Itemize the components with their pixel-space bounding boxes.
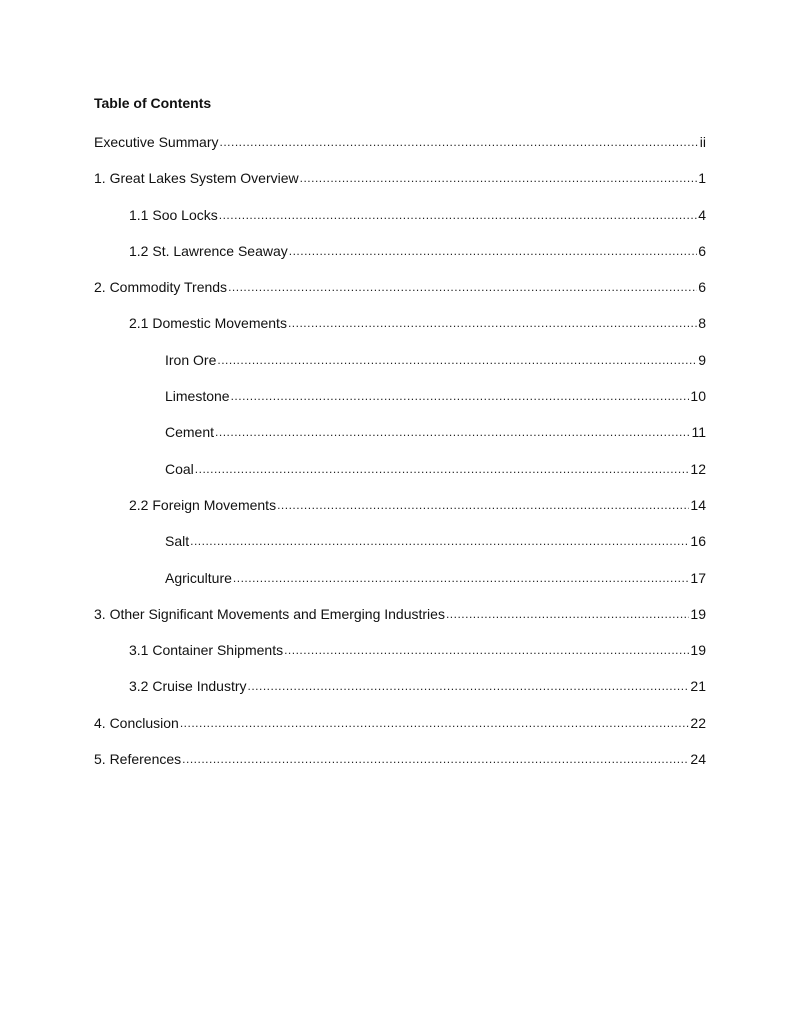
toc-entry-iron-ore[interactable] (0, 350, 800, 386)
toc-leader-dots (182, 749, 689, 769)
toc-leader-dots (219, 205, 697, 225)
toc-entry-commodity-trends[interactable] (0, 277, 800, 313)
toc-leader-dots (233, 568, 690, 588)
toc-entry-page: 6 (698, 242, 706, 259)
toc-entry-page: 21 (690, 678, 706, 695)
toc-entry-label: Salt (165, 533, 190, 550)
toc-entry-limestone[interactable] (0, 386, 800, 422)
toc-entry-label: 3.2 Cruise Industry (129, 678, 247, 695)
toc-leader-dots (277, 495, 689, 515)
toc-list (0, 132, 800, 785)
toc-entry-label: 1. Great Lakes System Overview (94, 170, 299, 187)
toc-entry-page: 17 (690, 569, 706, 586)
toc-leader-dots (180, 713, 690, 733)
toc-entry-page: 4 (698, 206, 706, 223)
toc-entry-cruise-industry[interactable] (0, 676, 800, 712)
toc-entry-page: 19 (690, 642, 706, 659)
toc-entry-label: Limestone (165, 388, 230, 405)
toc-leader-dots (195, 459, 690, 479)
toc-leader-dots (190, 531, 689, 551)
toc-leader-dots (217, 350, 697, 370)
toc-leader-dots (300, 168, 698, 188)
toc-entry-label: 1.2 St. Lawrence Seaway (129, 242, 288, 259)
toc-entry-page: 1 (698, 170, 706, 187)
toc-entry-label: 2. Commodity Trends (94, 279, 228, 296)
toc-entry-st-lawrence-seaway[interactable] (0, 241, 800, 277)
toc-entry-label: 3. Other Significant Movements and Emerging Industries (94, 605, 445, 622)
toc-entry-label: Coal (165, 460, 194, 477)
toc-entry-label: 2.1 Domestic Movements (129, 315, 287, 332)
toc-entry-label: Executive Summary (94, 134, 219, 150)
toc-entry-page: 12 (690, 460, 706, 477)
toc-entry-label: 3.1 Container Shipments (129, 642, 284, 659)
toc-entry-label: Iron Ore (165, 351, 217, 368)
toc-entry-coal[interactable] (0, 459, 800, 495)
toc-title: Table of Contents (94, 95, 212, 111)
toc-entry-agriculture[interactable] (0, 568, 800, 604)
toc-entry-great-lakes-overview[interactable] (0, 168, 800, 204)
toc-entry-cement[interactable] (0, 422, 800, 458)
toc-leader-dots (228, 277, 697, 297)
toc-leader-dots (219, 132, 698, 152)
toc-entry-page: 22 (690, 714, 706, 731)
toc-entry-salt[interactable] (0, 531, 800, 567)
toc-entry-foreign-movements[interactable] (0, 495, 800, 531)
toc-entry-label: 1.1 Soo Locks (129, 206, 218, 223)
toc-leader-dots (248, 676, 690, 696)
toc-entry-page: 24 (690, 751, 706, 768)
toc-entry-page: 14 (690, 496, 706, 513)
toc-entry-page: ii (699, 134, 706, 150)
toc-entry-references[interactable] (0, 749, 800, 785)
toc-leader-dots (215, 422, 690, 442)
toc-entry-page: 9 (698, 351, 706, 368)
toc-leader-dots (284, 640, 689, 660)
toc-entry-soo-locks[interactable] (0, 205, 800, 241)
toc-entry-executive-summary[interactable] (0, 132, 800, 168)
toc-entry-page: 8 (698, 315, 706, 332)
toc-entry-label: 5. References (94, 751, 182, 768)
toc-leader-dots (288, 313, 697, 333)
toc-entry-label: 4. Conclusion (94, 714, 179, 731)
toc-leader-dots (289, 241, 697, 261)
toc-entry-page: 19 (690, 605, 706, 622)
toc-entry-page: 16 (690, 533, 706, 550)
toc-leader-dots (446, 604, 689, 624)
toc-leader-dots (231, 386, 690, 406)
toc-entry-container-shipments[interactable] (0, 640, 800, 676)
toc-entry-label: Cement (165, 424, 215, 441)
toc-entry-label: 2.2 Foreign Movements (129, 496, 277, 513)
toc-entry-page: 6 (698, 279, 706, 296)
toc-entry-label: Agriculture (165, 569, 232, 586)
toc-entry-page: 10 (690, 388, 706, 405)
toc-entry-other-significant-movements[interactable] (0, 604, 800, 640)
toc-entry-page: 11 (691, 424, 706, 441)
toc-entry-conclusion[interactable] (0, 713, 800, 749)
toc-entry-domestic-movements[interactable] (0, 313, 800, 349)
